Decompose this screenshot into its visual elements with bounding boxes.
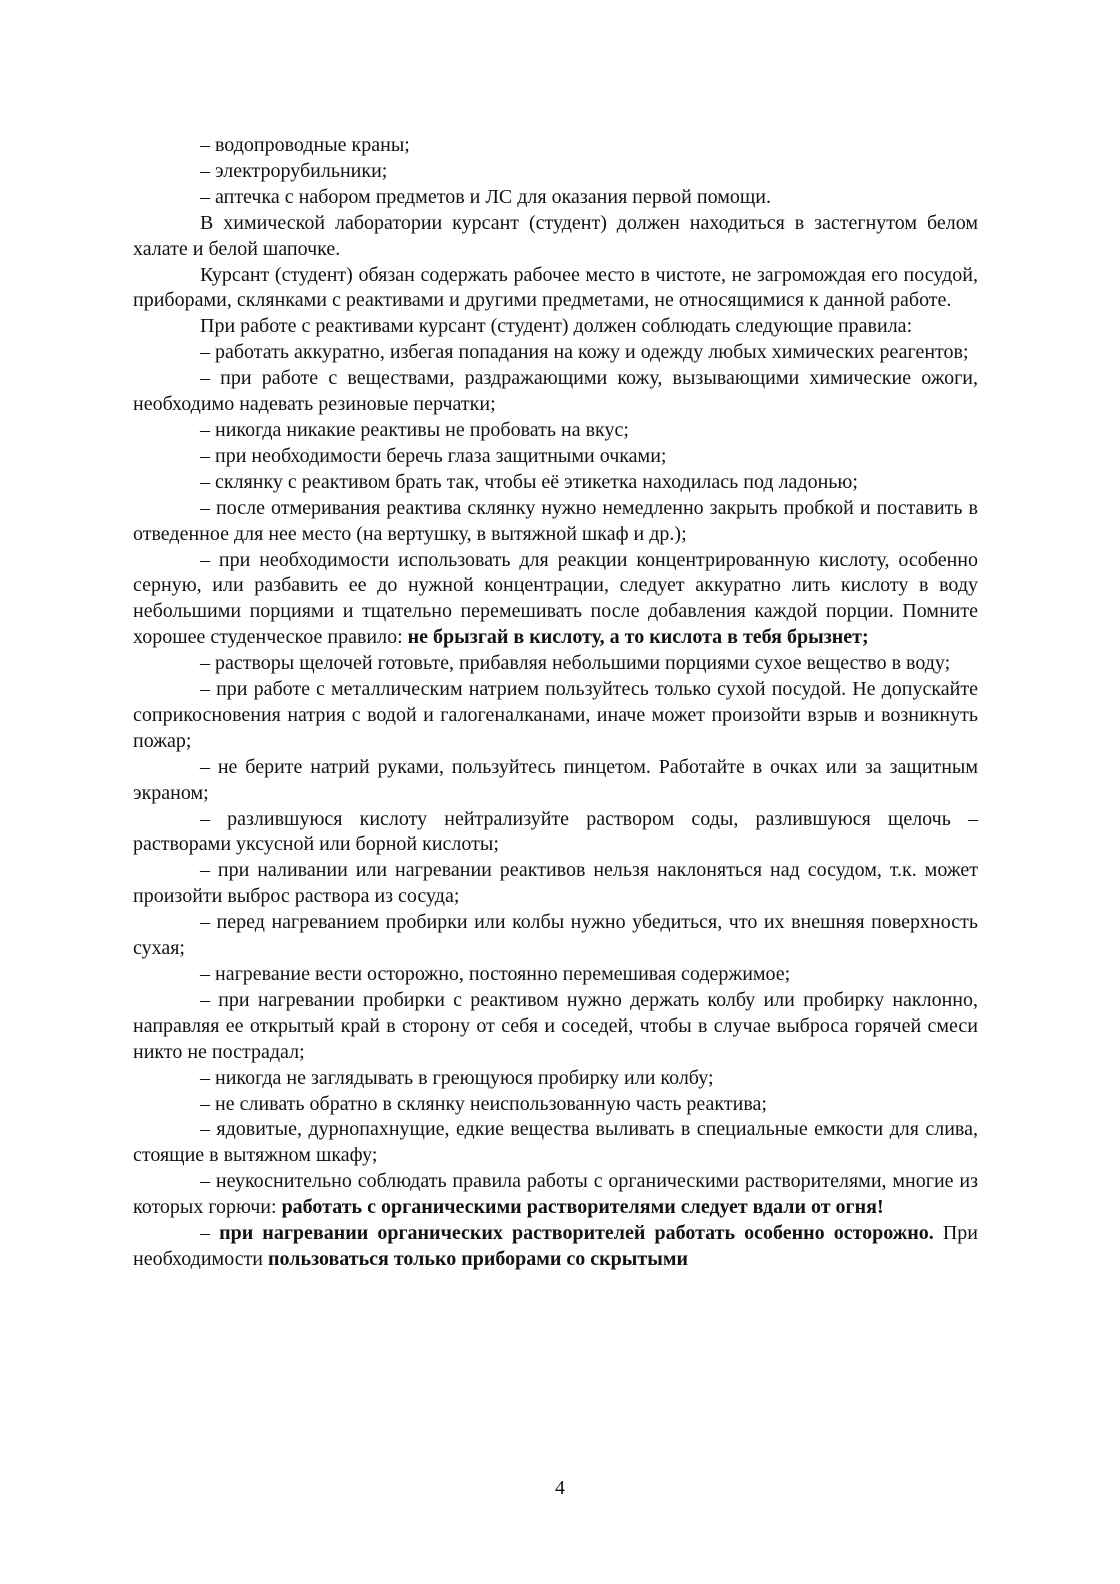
- paragraph: [133, 858, 978, 910]
- page-text: [133, 133, 978, 1273]
- paragraph: [133, 910, 978, 962]
- bold-text-run: работать с органическими растворителями следует вдали от огня!: [281, 1196, 884, 1219]
- paragraph: [133, 651, 978, 677]
- paragraph: [133, 366, 978, 418]
- paragraph: [133, 1092, 978, 1118]
- text-run: – не сливать обратно в склянку неиспользованную часть реактива;: [200, 1092, 767, 1115]
- bold-text-run: пользоваться только приборами со скрытыми: [268, 1247, 689, 1270]
- text-run: – нагревание вести осторожно, постоянно перемешивая содержимое;: [200, 963, 791, 985]
- text-run: – при необходимости беречь глаза защитными очками;: [200, 444, 667, 467]
- paragraph: [133, 133, 978, 159]
- paragraph: [133, 211, 978, 263]
- text-run: В химической лаборатории курсант (студент) должен находиться в застегнутом белом халате и белой шапочке.: [133, 211, 978, 260]
- text-run: –: [200, 1222, 220, 1245]
- text-run: – при нагревании пробирки с реактивом нужно держать колбу или пробирку наклонно, направляя ее открытый край в сторону от себя и соседей, чтобы в случае выброса горячей смеси никто не пострадал;: [133, 988, 978, 1063]
- bold-text-run: не брызгай в кислоту, а то кислота в тебя брызнет;: [407, 626, 869, 649]
- paragraph: [133, 807, 978, 859]
- paragraph: [133, 314, 978, 340]
- paragraph: [133, 1221, 978, 1273]
- text-run: – при работе с веществами, раздражающими кожу, вызывающими химические ожоги, необходимо надевать резиновые перчатки;: [133, 367, 978, 416]
- text-run: – при работе с металлическим натрием пользуйтесь только сухой посудой. Не допускайте соприкосновения натрия с водой и галогеналканами, иначе может произойти взрыв и возникнуть пожар;: [133, 678, 978, 752]
- text-run: – при необходимости использовать для реакции концентрированную кислоту, особенно серную, или разбавить ее до нужной концентрации, следует аккуратно лить кислоту в воду небольшими порциями и тщательно перемешивать после добавления каждой порции. Помните хорошее студенческое правило:: [133, 548, 978, 649]
- paragraph: [133, 263, 978, 315]
- paragraph: [133, 1066, 978, 1092]
- text-run: – разлившуюся кислоту нейтрализуйте раствором соды, разлившуюся щелочь – растворами уксусной или борной кислоты;: [133, 807, 978, 856]
- paragraph: [133, 1117, 978, 1169]
- paragraph: [133, 418, 978, 444]
- text-run: – перед нагреванием пробирки или колбы нужно убедиться, что их внешняя поверхность сухая;: [133, 911, 978, 960]
- text-run: – никогда никакие реактивы не пробовать на вкус;: [200, 418, 629, 441]
- paragraph: [133, 444, 978, 470]
- text-run: – работать аккуратно, избегая попадания на кожу и одежду любых химических реагентов;: [200, 341, 969, 364]
- paragraph: [133, 1169, 978, 1221]
- paragraph: [133, 470, 978, 496]
- page-number: 4: [555, 1477, 565, 1499]
- text-run: При работе с реактивами курсант (студент) должен соблюдать следующие правила:: [200, 315, 913, 338]
- text-run: – после отмеривания реактива склянку нужно немедленно закрыть пробкой и поставить в отведенное для нее место (на вертушку, в вытяжной шкаф и др.);: [133, 496, 978, 545]
- text-run: – склянку с реактивом брать так, чтобы её этикетка находилась под ладонью;: [200, 470, 858, 493]
- paragraph: [133, 185, 978, 211]
- paragraph: [133, 548, 978, 652]
- text-run: Курсант (студент) обязан содержать рабочее место в чистоте, не загромождая его посудой, приборами, склянками с реактивами и другими предметами, не относящимися к данной работе.: [133, 263, 978, 312]
- paragraph: [133, 962, 978, 988]
- text-run: – неукоснительно соблюдать правила работы с органическими растворителями, многие из которых горючи:: [133, 1170, 978, 1219]
- paragraph: [133, 988, 978, 1066]
- text-run: – не берите натрий руками, пользуйтесь пинцетом. Работайте в очках или за защитным экраном;: [133, 755, 978, 804]
- text-run: – никогда не заглядывать в греющуюся пробирку или колбу;: [200, 1066, 714, 1089]
- paragraph: [133, 340, 978, 366]
- text-run: – ядовитые, дурнопахнущие, едкие вещества выливать в специальные емкости для слива, стоящие в вытяжном шкафу;: [133, 1118, 978, 1167]
- paragraph: [133, 677, 978, 755]
- text-run: При необходимости: [133, 1222, 978, 1270]
- text-run: – при наливании или нагревании реактивов нельзя наклоняться над сосудом, т.к. может произойти выброс раствора из сосуда;: [133, 859, 978, 908]
- paragraph: [133, 159, 978, 185]
- text-run: – аптечка с набором предметов и ЛС для оказания первой помощи.: [200, 185, 771, 208]
- paragraph: [133, 755, 978, 807]
- text-run: – водопроводные краны;: [200, 134, 410, 156]
- text-run: – электрорубильники;: [200, 159, 388, 182]
- paragraph: [133, 496, 978, 548]
- bold-text-run: при нагревании органических растворителей работать особенно осторожно.: [219, 1222, 934, 1245]
- text-run: – растворы щелочей готовьте, прибавляя небольшими порциями сухое вещество в воду;: [200, 652, 951, 675]
